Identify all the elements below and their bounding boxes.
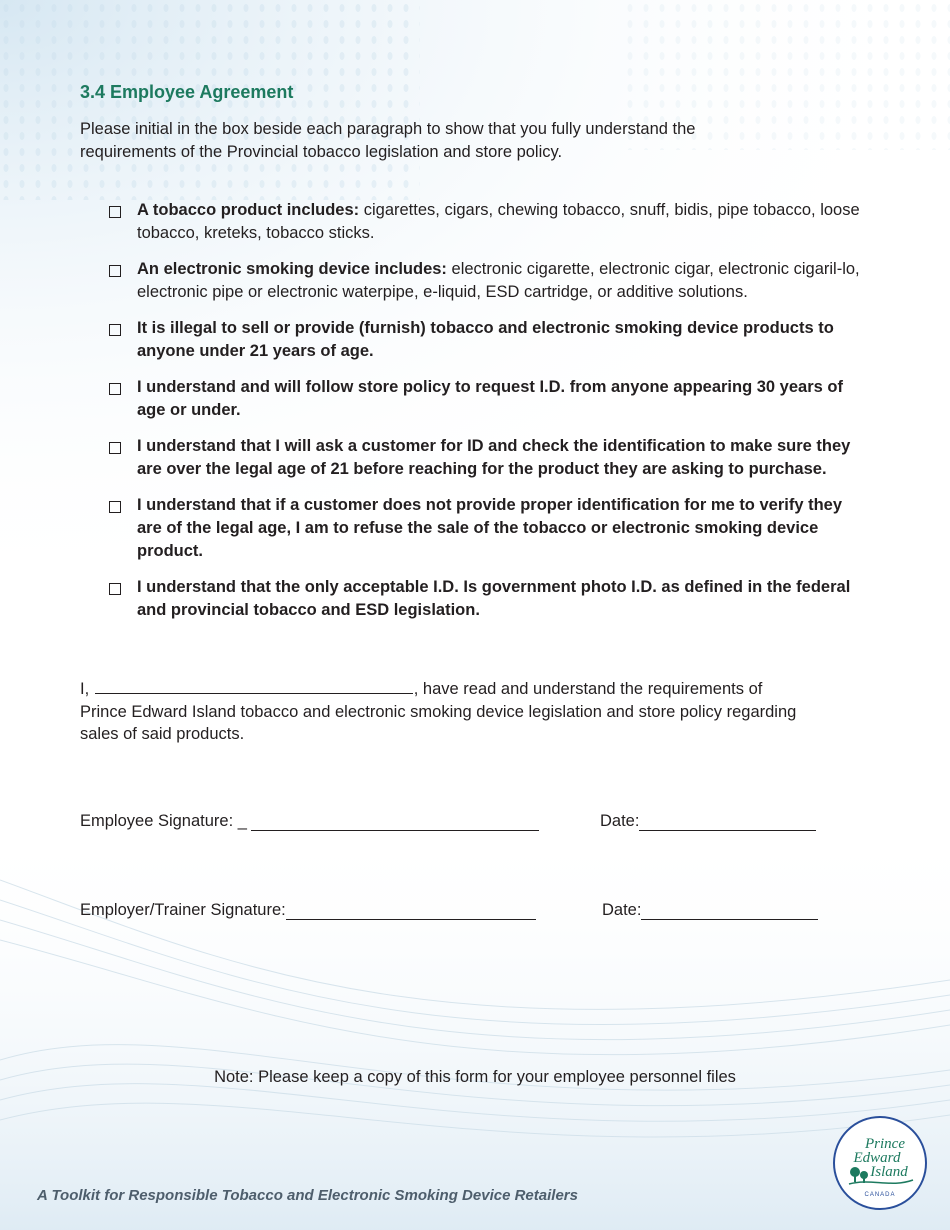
initial-box[interactable] xyxy=(109,442,121,454)
item-text: I understand that if a customer does not provide proper identification for me to verify they are of the legal age, I am to refuse the sale of the tobacco or electronic smoking device product. xyxy=(137,496,843,560)
initial-box[interactable] xyxy=(109,583,121,595)
employer-date-field[interactable] xyxy=(641,904,818,920)
employer-signature-row xyxy=(80,901,536,920)
employee-date-field[interactable] xyxy=(639,815,816,831)
item-body: cigarettes, cigars, chewing tobacco, snuff, bidis, pipe tobacco, loose tobacco, kreteks, tobacco sticks. xyxy=(137,201,860,242)
employer-signature-label: Employer/Trainer Signature: xyxy=(80,901,286,919)
item-text: I understand that I will ask a customer for ID and check the identification to make sure they are over the legal age of 21 before reaching for the product they are asking to purchase. xyxy=(137,437,851,478)
intro-paragraph: Please initial in the box beside each paragraph to show that you fully understand the requirements of the Provincial tobacco legislation and store policy. xyxy=(80,120,696,161)
item-text: I understand and will follow store policy to request I.D. from anyone appearing 30 years of age or under. xyxy=(137,378,843,419)
employee-signature-row xyxy=(80,812,539,831)
item-lead: A tobacco product includes: xyxy=(137,201,360,219)
statement-prefix: I, xyxy=(80,680,90,698)
list-item xyxy=(108,376,868,422)
list-item xyxy=(108,576,868,622)
list-item xyxy=(108,494,868,563)
statement-suffix: , have read and understand the requirements of Prince Edward Island tobacco and electronic smoking device legislation and store policy regarding sales of said products. xyxy=(80,680,797,743)
list-item xyxy=(108,435,868,481)
logo-word-prince: Prince xyxy=(865,1136,905,1152)
initial-box[interactable] xyxy=(109,206,121,218)
employee-date-row xyxy=(600,812,816,831)
item-lead: An electronic smoking device includes: xyxy=(137,260,447,278)
item-text xyxy=(137,258,868,304)
retention-note: Note: Please keep a copy of this form for your employee personnel files xyxy=(214,1068,736,1086)
initial-box[interactable] xyxy=(109,383,121,395)
item-body: electronic cigarette, electronic cigar, electronic cigaril-lo, electronic pipe or electronic waterpipe, e-liquid, ESD cartridge, or additive solutions. xyxy=(137,260,860,301)
initial-box[interactable] xyxy=(109,265,121,277)
logo-country: CANADA xyxy=(864,1192,896,1198)
item-text: It is illegal to sell or provide (furnish) tobacco and electronic smoking device products to anyone under 21 years of age. xyxy=(137,319,834,360)
logo-word-island: Island xyxy=(870,1164,908,1180)
employee-date-label: Date: xyxy=(600,812,640,830)
section-title: 3.4 Employee Agreement xyxy=(80,82,294,102)
employee-signature-field[interactable] xyxy=(251,815,539,831)
initial-box[interactable] xyxy=(109,324,121,336)
employer-date-row xyxy=(602,901,818,920)
employee-name-field[interactable] xyxy=(95,678,413,694)
acknowledgement-statement xyxy=(80,678,800,746)
item-text xyxy=(137,199,868,245)
list-item xyxy=(108,317,868,363)
list-item xyxy=(108,199,868,245)
item-text: I understand that the only acceptable I.D. Is government photo I.D. as defined in the federal and provincial tobacco and ESD legislation. xyxy=(137,578,851,619)
list-item xyxy=(108,258,868,304)
initial-box[interactable] xyxy=(109,501,121,513)
employer-signature-field[interactable] xyxy=(286,904,536,920)
agreement-list xyxy=(108,199,868,635)
employer-date-label: Date: xyxy=(602,901,642,919)
footer-text: A Toolkit for Responsible Tobacco and Electronic Smoking Device Retailers xyxy=(37,1187,578,1204)
pei-logo xyxy=(831,1114,929,1212)
logo-word-edward: Edward xyxy=(853,1150,901,1166)
employee-signature-label: Employee Signature: _ xyxy=(80,812,247,830)
